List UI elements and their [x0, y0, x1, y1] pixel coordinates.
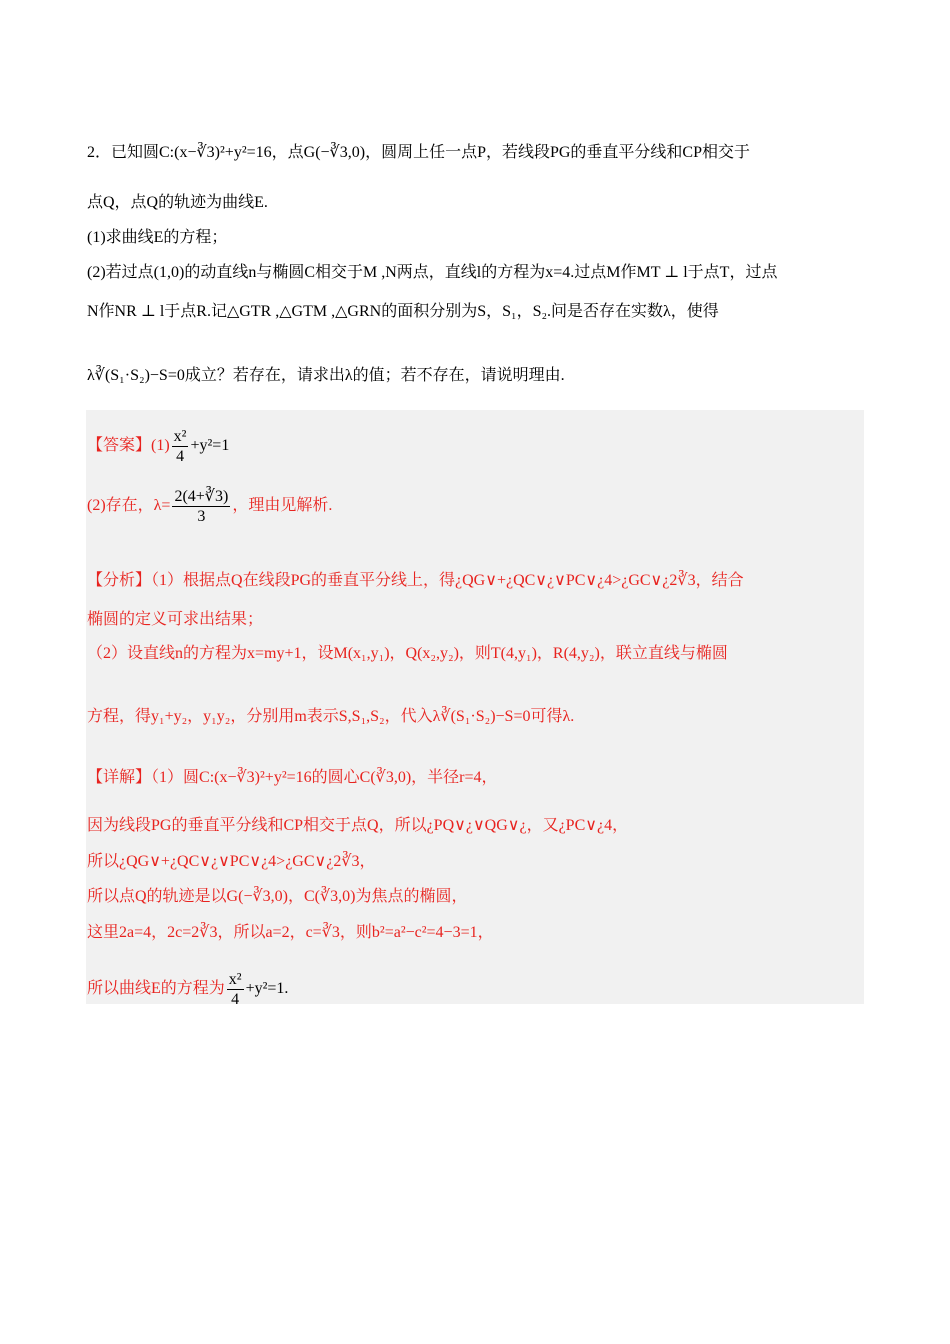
- answer-part1: [87, 427, 229, 466]
- detail-line: 所以¿QG∨+¿QC∨¿∨PC∨¿4>¿GC∨¿2∛3，: [87, 853, 376, 870]
- detail-line: 所以点Q的轨迹是以G(−∛3,0)，C(∛3,0)为焦点的椭圆，: [87, 888, 468, 905]
- question-line: 点Q，点Q的轨迹为曲线E.: [87, 194, 268, 211]
- numerator: x²: [228, 971, 242, 988]
- denominator: 3: [197, 508, 206, 525]
- analysis-line: 方程，得y₁+y₂，y₁y₂，分别用m表示S,S₁,S₂，代入λ∛(S₁·S₂)−S=0可得λ.: [87, 708, 575, 725]
- analysis-line: 椭圆的定义可求出结果；: [87, 611, 264, 628]
- detail-text: 所以曲线E的方程为: [87, 980, 225, 998]
- question-line: (1)求曲线E的方程；: [87, 229, 228, 246]
- analysis-text: （1）根据点Q在线段PG的垂直平分线上，得¿QG∨+¿QC∨¿∨PC∨¿4>¿GC∨¿2∛3，结合: [151, 572, 744, 589]
- analysis-line: （2）设直线n的方程为x=my+1，设M(x₁,y₁)，Q(x₂,y₂)，则T(4,y₁)，R(4,y₂)，联立直线与椭圆: [87, 645, 728, 662]
- detail-label: 【详解】: [87, 769, 152, 786]
- answer-prefix: (2)存在，λ=: [87, 497, 171, 515]
- denominator: 4: [176, 448, 185, 465]
- numerator: x²: [173, 428, 187, 445]
- question-line: (2)若过点(1,0)的动直线n与椭圆C相交于M ,N两点，直线l的方程为x=4.过点M作MT ⊥ l于点T，过点: [87, 264, 778, 281]
- denominator: 4: [231, 991, 240, 1008]
- analysis-label: 【分析】: [87, 572, 152, 589]
- answer-prefix: (1): [151, 437, 170, 455]
- analysis-line: [87, 571, 744, 591]
- answer-label: 【答案】: [87, 437, 152, 455]
- question-line: λ∛(S₁·S₂)−S=0成立？若存在，请求出λ的值；若不存在，请说明理由.: [87, 367, 565, 384]
- answer-part2: [87, 487, 332, 526]
- answer-post: ，理由见解析.: [232, 497, 333, 515]
- detail-line: 这里2a=4，2c=2∛3，所以a=2，c=∛3，则b²=a²−c²=4−3=1，: [87, 924, 494, 941]
- detail-post: +y²=1.: [245, 980, 289, 998]
- detail-line: [87, 768, 498, 788]
- detail-line: 因为线段PG的垂直平分线和CP相交于点Q，所以¿PQ∨¿∨QG∨¿，又¿PC∨¿4，: [87, 817, 629, 834]
- question-line: 2．已知圆C:(x−∛3)²+y²=16，点G(−∛3,0)，圆周上任一点P，若线段PG的垂直平分线和CP相交于: [87, 144, 750, 161]
- fraction: [172, 487, 230, 526]
- answer-post: +y²=1: [190, 437, 230, 455]
- fraction: [172, 427, 189, 466]
- fraction: [227, 970, 244, 1009]
- question-line: N作NR ⊥ l于点R.记△GTR ,△GTM ,△GRN的面积分别为S，S₁，S₂.问是否存在实数λ，使得: [87, 303, 719, 320]
- detail-line: [87, 970, 288, 1009]
- detail-text: （1）圆C:(x−∛3)²+y²=16的圆心C(∛3,0)，半径r=4，: [151, 769, 498, 786]
- numerator: 2(4+∛3): [174, 488, 229, 505]
